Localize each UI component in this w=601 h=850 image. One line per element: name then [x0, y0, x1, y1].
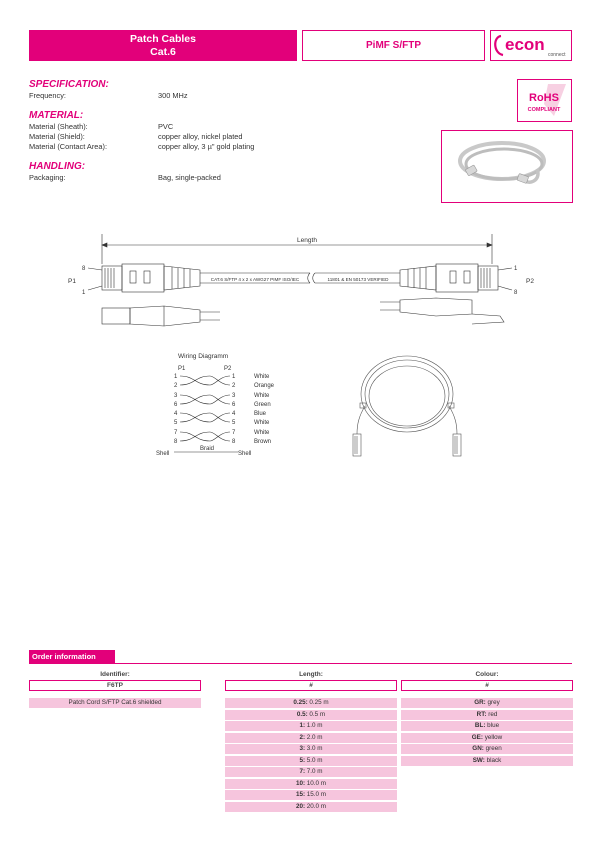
wiring-pin-left: 5 [174, 420, 178, 426]
wiring-pin-right: 4 [232, 411, 236, 417]
length-option [225, 733, 397, 743]
wire-colour: White [254, 430, 270, 436]
length-option [225, 779, 397, 789]
wiring-pin-right: 7 [232, 430, 236, 436]
wiring-pin-right: 8 [232, 439, 236, 445]
wiring-pin-left: 3 [174, 393, 178, 399]
rohs-compliant-label: COMPLIANT [527, 107, 561, 113]
product-subtitle: PiMF S/FTP [302, 30, 485, 61]
colour-option-text: grey [487, 699, 500, 706]
cable-technical-drawing [60, 228, 550, 341]
colour-option-text: blue [487, 722, 500, 729]
wire-colour: White [254, 374, 270, 380]
rohs-badge [517, 79, 572, 122]
length-option [225, 756, 397, 766]
length-option-text: 10.0 m [306, 779, 327, 787]
material-heading: MATERIAL: [29, 110, 84, 121]
length-header: Length: [299, 671, 323, 678]
colour-option-text: black [486, 756, 502, 764]
identifier-column [29, 671, 201, 710]
p1-label: P1 [68, 278, 76, 285]
colour-option [401, 710, 573, 720]
wiring-pin-right: 2 [232, 383, 236, 389]
colour-option-code: RT: [476, 710, 487, 718]
wiring-pin-right: 1 [232, 374, 236, 380]
pin-1-left: 1 [82, 290, 86, 296]
product-title [29, 30, 297, 61]
length-option [225, 790, 397, 800]
pin-8-left: 8 [82, 266, 86, 272]
colour-option [401, 756, 573, 766]
length-code: # [225, 680, 397, 691]
wiring-p2: P2 [224, 366, 232, 372]
colour-option-code: GN: [472, 745, 484, 752]
length-option-code: 2: [299, 733, 306, 741]
product-title-line2: Cat.6 [150, 46, 176, 58]
colour-column [401, 671, 573, 767]
length-option-text: 2.0 m [306, 733, 323, 741]
length-option [225, 721, 397, 731]
wire-colour: Blue [254, 411, 267, 417]
length-option-code: 3: [299, 745, 306, 752]
length-option-text: 15.0 m [306, 791, 327, 798]
colour-option-code: SW: [472, 756, 485, 764]
cable-coil-drawing [345, 350, 470, 467]
cable-print-left: CAT.6 S/FTP 4 x 2 x AWG27 PIMF ISO/IEC [210, 277, 300, 282]
pin-1-right: 1 [514, 266, 518, 272]
length-option-code: 0.5: [296, 710, 308, 718]
shell-left-label: Shell [156, 451, 170, 457]
wire-colour: Green [254, 402, 271, 408]
length-option-text: 0.25 m [309, 699, 329, 706]
wiring-pin-right: 6 [232, 402, 236, 408]
length-option-code: 15: [295, 791, 306, 798]
length-option [225, 767, 397, 777]
wiring-pin-left: 1 [174, 374, 178, 380]
length-option-text: 7.0 m [306, 768, 323, 775]
wiring-pin-left: 7 [174, 430, 178, 436]
braid-label: Braid [200, 446, 215, 452]
length-option-code: 5: [299, 756, 306, 764]
length-option [225, 710, 397, 720]
product-photo [441, 130, 573, 203]
length-option-code: 10: [295, 779, 306, 787]
colour-option-text: red [488, 710, 498, 718]
length-option-code: 1: [299, 722, 306, 729]
wiring-pin-right: 3 [232, 393, 236, 399]
length-option-text: 3.0 m [306, 745, 323, 752]
length-option [225, 698, 397, 708]
length-option-code: 20: [295, 802, 306, 810]
wire-colour: Brown [254, 439, 272, 445]
pin-8-right: 8 [514, 290, 518, 296]
wiring-pin-left: 2 [174, 383, 178, 389]
material-key: Material (Sheath): [29, 122, 88, 131]
material-key: Material (Contact Area): [29, 142, 108, 151]
rohs-label: RoHS [529, 92, 559, 104]
length-option-text: 0.5 m [309, 710, 326, 718]
logo-text: econ [505, 35, 545, 54]
handling-heading: HANDLING: [29, 161, 86, 172]
material-value: PVC [158, 122, 174, 131]
wire-colour: Orange [254, 383, 275, 389]
colour-option-text: yellow [484, 733, 503, 741]
identifier-description: Patch Cord S/FTP Cat.6 shielded [29, 698, 201, 708]
wiring-title: Wiring Diagramm [178, 353, 229, 360]
length-option-code: 0.25: [293, 699, 308, 706]
colour-option-code: BL: [474, 722, 486, 729]
colour-option [401, 721, 573, 731]
colour-option-code: GE: [471, 733, 483, 741]
length-option-code: 7: [299, 768, 306, 775]
wiring-pin-left: 6 [174, 402, 178, 408]
wiring-diagram [150, 348, 290, 465]
length-option [225, 802, 397, 812]
order-divider [29, 663, 572, 664]
wiring-pin-right: 5 [232, 420, 236, 426]
colour-code: # [401, 680, 573, 691]
wiring-pin-left: 8 [174, 439, 178, 445]
spec-value: 300 MHz [158, 91, 188, 100]
colour-option [401, 698, 573, 708]
wiring-p1: P1 [178, 366, 186, 372]
wire-colour: White [254, 393, 270, 399]
wire-colour: White [254, 420, 270, 426]
product-title-line1: Patch Cables [130, 33, 196, 45]
length-label: Length [297, 237, 317, 244]
colour-option [401, 744, 573, 754]
spec-key: Frequency: [29, 91, 66, 100]
specification-heading: SPECIFICATION: [29, 79, 109, 90]
cable-print-right: 11801 & EN 50173 VERIFIED [327, 277, 389, 282]
length-column [225, 671, 397, 813]
order-information-heading: Order information [29, 650, 115, 663]
material-value: copper alloy, 3 µ" gold plating [158, 142, 255, 151]
handling-key: Packaging: [29, 173, 66, 182]
identifier-header: Identifier: [100, 671, 130, 678]
logo-subtext: connect [548, 52, 566, 58]
p2-label: P2 [526, 278, 534, 285]
shell-right-label: Shell [238, 451, 252, 457]
length-option-text: 5.0 m [306, 756, 323, 764]
colour-option-text: green [485, 745, 502, 752]
length-option-text: 20.0 m [306, 802, 327, 810]
colour-header: Colour: [475, 671, 499, 678]
handling-value: Bag, single-packed [158, 173, 221, 182]
length-option [225, 744, 397, 754]
colour-option [401, 733, 573, 743]
colour-option-code: GR: [474, 699, 486, 706]
length-option-text: 1.0 m [306, 722, 323, 729]
econ-logo [490, 30, 572, 61]
material-key: Material (Shield): [29, 132, 85, 141]
wiring-pin-left: 4 [174, 411, 178, 417]
material-value: copper alloy, nickel plated [158, 132, 243, 141]
identifier-code: F6TP [29, 680, 201, 691]
